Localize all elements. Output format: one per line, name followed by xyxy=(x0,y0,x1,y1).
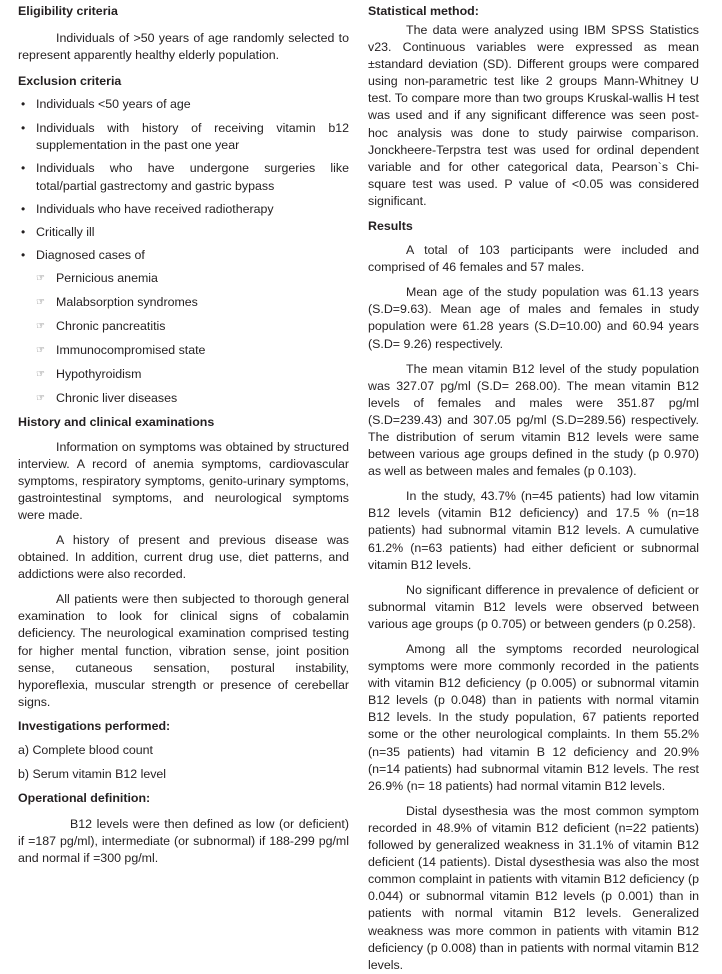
diagnosed-case-text: Immunocompromised state xyxy=(56,343,206,358)
diagnosed-case-item xyxy=(18,342,349,359)
investigations-heading: Investigations performed: xyxy=(18,718,171,733)
exclusion-item xyxy=(18,120,349,154)
exclusion-item xyxy=(18,201,349,218)
eligibility-paragraph: Individuals of >50 years of age randomly selected to represent apparently healthy elderly population. xyxy=(18,31,349,63)
bullet-marker: • xyxy=(21,224,26,239)
diagnosed-case-item xyxy=(18,318,349,335)
exclusion-list xyxy=(18,96,349,264)
pointing-hand-icon: ☞ xyxy=(36,297,45,309)
results-paragraph: Among all the symptoms recorded neurological symptoms were more commonly recorded in the patients with vitamin B12 deficiency (p 0.005) or subnormal vitamin B12 levels (p 0.048) than in patients with normal vitamin B12 levels. In the study population, 67 patients reported some or the other neurological complaints. In them 55.2% (n=35 patients) had vitamin B 12 deficiency and 20.9% (n=14 patients) had subnormal vitamin B12 levels. The rest 26.9% (n= 18 patients) had normal vitamin B12 levels. xyxy=(368,642,699,793)
results-paragraph: Distal dysesthesia was the most common symptom recorded in 48.9% of vitamin B12 deficient (n=22 patients) followed by generalized weakness in 31.1% of vitamin B12 deficient (14 patients). Distal dysesthesia was also the most common complaint in patients with vitamin B12 deficiency (p 0.044) or subnormal vitamin B12 levels (p 0.001) than in patients with normal vitamin B12 levels. Generalized weakness was more common in patients with vitamin B12 deficiency (p 0.008) than in patients with normal vitamin B12 levels. xyxy=(368,803,699,972)
results-paragraph: A total of 103 participants were included and comprised of 46 females and 57 males. xyxy=(368,243,699,275)
exclusion-item-text: Diagnosed cases of xyxy=(36,247,145,262)
bullet-marker: • xyxy=(21,121,26,136)
diagnosed-cases-list xyxy=(18,270,349,408)
results-heading: Results xyxy=(368,219,413,234)
right-column xyxy=(368,0,699,974)
eligibility-heading: Eligibility criteria xyxy=(18,4,118,18)
diagnosed-case-text: Hypothyroidism xyxy=(56,367,142,382)
bullet-marker: • xyxy=(21,247,26,262)
diagnosed-case-text: Malabsorption syndromes xyxy=(56,295,198,310)
results-paragraph: Mean age of the study population was 61.13 years (S.D=9.63). Mean age of males and females in study population were 61.28 years (S.D=10.00) and 60.94 years (S.D= 9.26) respectively. xyxy=(368,285,699,351)
history-paragraph-2: A history of present and previous disease was obtained. In addition, current drug use, diet patterns, and addictions were also recorded. xyxy=(18,532,349,582)
investigation-item: b) Serum vitamin B12 level xyxy=(18,767,167,781)
pointing-hand-icon: ☞ xyxy=(36,321,45,333)
results-paragraph: In the study, 43.7% (n=45 patients) had low vitamin B12 levels (vitamin B12 deficiency) and 17.5 % (n=18 patients) had subnormal vitamin B12 levels. A cumulative 61.2% (n=63 patients) had either deficient or subnormal vitamin B12 levels. xyxy=(368,489,699,572)
operational-paragraph: B12 levels were then defined as low (or deficient) if =187 pg/ml), intermediate (or subnormal) if 188-299 pg/ml and normal if =300 pg/ml. xyxy=(18,817,349,866)
pointing-hand-icon: ☞ xyxy=(36,393,45,405)
statistical-method-paragraph: The data were analyzed using IBM SPSS Statistics v23. Continuous variables were expressed as mean ±standard deviation (SD). Different groups were compared using non-parametric test like 2 groups Mann-Whitney U test. To compare more than two groups Kruskal-wallis H test was used and if any significant difference was seen post-hoc analysis was done to study pairwise comparison. Jonckheere-Terpstra test was used for ordinal dependent variable and for other categorical data, Pearson`s Chi-square test was used. P value of <0.05 was considered significant. xyxy=(368,23,699,208)
exclusion-item-text: Individuals who have undergone surgeries like total/partial gastrectomy and gastric bypass xyxy=(36,161,349,193)
exclusion-item-text: Individuals who have received radiotherapy xyxy=(36,201,274,216)
statistical-method-heading: Statistical method: xyxy=(368,4,479,18)
bullet-marker: • xyxy=(21,161,26,176)
left-column xyxy=(18,0,349,867)
exclusion-item xyxy=(18,96,349,113)
pointing-hand-icon: ☞ xyxy=(36,345,45,357)
diagnosed-case-text: Chronic liver diseases xyxy=(56,391,178,406)
history-paragraph-1: Information on symptoms was obtained by structured interview. A record of anemia symptoms, cardiovascular symptoms, respiratory symptoms, genito-urinary symptoms, gastrointestinal symptoms, and neurological symptoms were made. xyxy=(18,439,349,522)
diagnosed-case-item xyxy=(18,270,349,287)
history-heading: History and clinical examinations xyxy=(18,414,215,429)
bullet-marker: • xyxy=(21,201,26,216)
diagnosed-case-item xyxy=(18,390,349,407)
results-paragraph: The mean vitamin B12 level of the study population was 327.07 pg/ml (S.D= 268.00). The mean vitamin B12 levels of females and males were 351.87 pg/ml (S.D=239.43) and 307.05 pg/ml (S.D=289.56) respectively. The distribution of serum vitamin B12 levels were same between various age groups defined in the study (p 0.970) as well as between males and females (p 0.103). xyxy=(368,361,699,479)
history-paragraph-3: All patients were then subjected to thorough general examination to look for clinical signs of cobalamin deficiency. The neurological examination comprised testing for higher mental function, vibration sense, joint position sense, cutaneous sensation, postural instability, hyporeflexia, muscular strength or presence of cerebellar signs. xyxy=(18,592,349,709)
exclusion-item xyxy=(18,247,349,264)
operational-heading: Operational definition: xyxy=(18,791,151,806)
diagnosed-case-text: Chronic pancreatitis xyxy=(56,319,166,334)
exclusion-item xyxy=(18,160,349,194)
exclusion-item-text: Individuals with history of receiving vitamin b12 supplementation in the past one year xyxy=(36,121,349,153)
pointing-hand-icon: ☞ xyxy=(36,272,45,284)
exclusion-item-text: Critically ill xyxy=(36,224,95,239)
exclusion-item xyxy=(18,224,349,241)
diagnosed-case-item xyxy=(18,366,349,383)
diagnosed-case-text: Pernicious anemia xyxy=(56,270,158,285)
investigation-item: a) Complete blood count xyxy=(18,742,154,757)
results-paragraph: No significant difference in prevalence of deficient or subnormal vitamin B12 levels were observed between various age groups (p 0.705) or between genders (p 0.258). xyxy=(368,582,699,631)
exclusion-item-text: Individuals <50 years of age xyxy=(36,97,191,112)
exclusion-heading: Exclusion criteria xyxy=(18,74,122,89)
bullet-marker: • xyxy=(21,97,26,112)
diagnosed-case-item xyxy=(18,294,349,311)
pointing-hand-icon: ☞ xyxy=(36,369,45,381)
